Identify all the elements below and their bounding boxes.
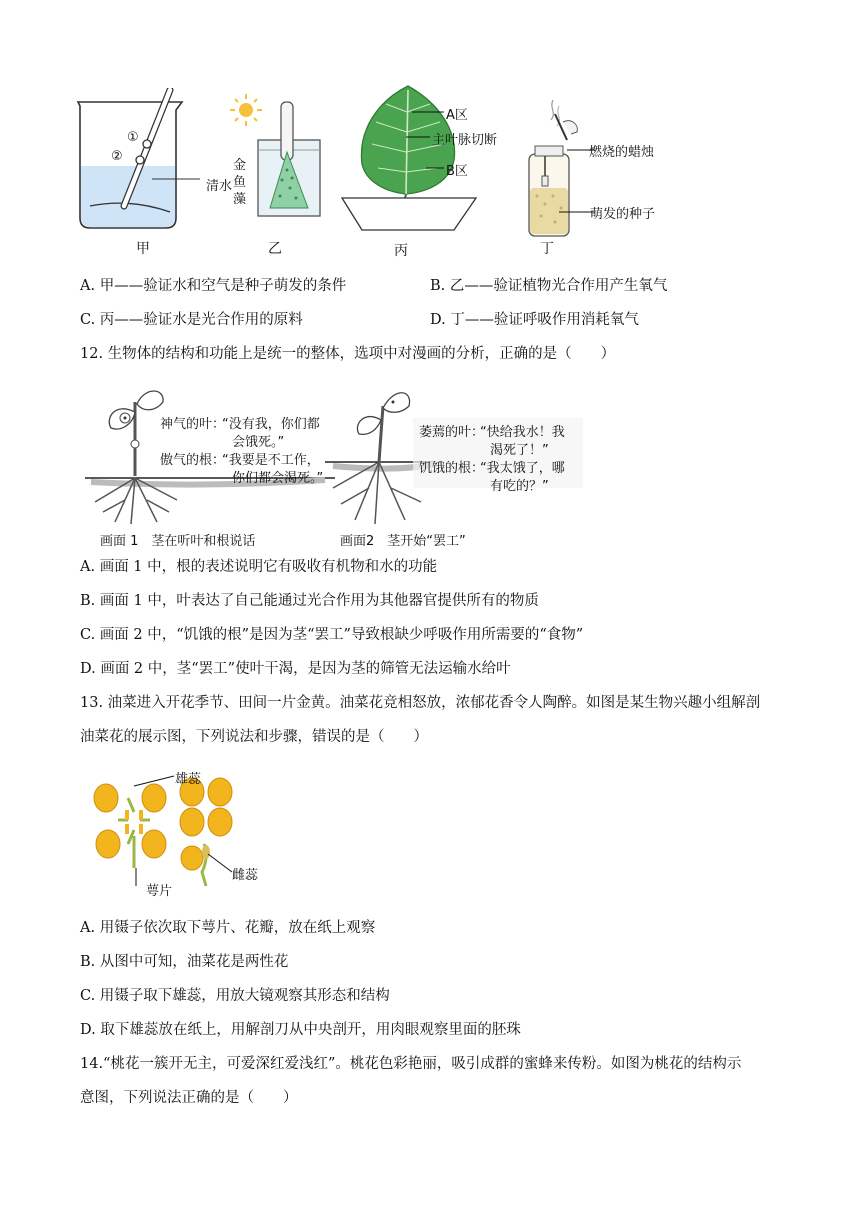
q13-stem-line2: 油菜花的展示图，下列说法和步骤，错误的是（ ） — [80, 729, 428, 745]
panel1-leaf-line1: “没有我，你们都 — [222, 417, 320, 432]
panel2-leaf-line1: “快给我水！我 — [480, 425, 565, 440]
figure-jia-beaker — [70, 88, 240, 258]
panel1-root-speaker: 傲气的根： — [160, 453, 226, 468]
q11-option-c: C. 丙——验证水是光合作用的原料 — [80, 312, 303, 328]
ding-seeds-label: 萌发的种子 — [590, 207, 656, 222]
panel2-root-speaker: 饥饿的根： — [419, 461, 485, 476]
q12-option-c: C. 画面 2 中，“饥饿的根”是因为茎“罢工”导致根缺少呼吸作用所需要的“食物” — [80, 627, 584, 643]
stamen-label: 雄蕊 — [175, 772, 202, 787]
q13-option-a: A. 用镊子依次取下萼片、花瓣，放在纸上观察 — [80, 920, 376, 936]
bing-area-a-label: A区 — [446, 108, 468, 123]
q12-stem: 12. 生物体的结构和功能上是统一的整体，选项中对漫画的分析，正确的是（ ） — [80, 346, 616, 362]
q11-option-a: A. 甲——验证水和空气是种子萌发的条件 — [80, 278, 347, 294]
panel1-caption: 画面 1 茎在听叶和根说话 — [100, 534, 256, 549]
bing-area-b-label: B区 — [446, 164, 468, 179]
q14-stem-line2: 意图，下列说法正确的是（ ） — [80, 1090, 298, 1106]
panel2-root-line2: 有吃的？” — [490, 479, 549, 494]
panel2-leaf-line2: 渴死了！” — [490, 443, 549, 458]
q13-stem-line1: 13. 油菜进入开花季节、田间一片金黄。油菜花竞相怒放，浓郁花香令人陶醉。如图是某生物兴趣小组解剖 — [80, 695, 761, 711]
q13-option-c: C. 用镊子取下雄蕊，用放大镜观察其形态和结构 — [80, 988, 390, 1004]
q12-option-b: B. 画面 1 中，叶表达了自己能通过光合作用为其他器官提供所有的物质 — [80, 593, 539, 609]
q12-option-d: D. 画面 2 中，茎“罢工”使叶干渴，是因为茎的筛管无法运输水给叶 — [80, 661, 511, 677]
panel1-root-line2: 你们都会渴死。” — [232, 471, 324, 486]
panel2-root-line1: “我太饿了，哪 — [480, 461, 565, 476]
panel2-caption: 画面2 茎开始“罢工” — [340, 534, 466, 549]
q11-option-b: B. 乙——验证植物光合作用产生氧气 — [430, 278, 668, 294]
panel1-leaf-line2: 会饿死。” — [232, 435, 285, 450]
jia-mark-2: ② — [111, 149, 123, 164]
bing-caption: 丙 — [394, 243, 408, 259]
pistil-label: 雌蕊 — [232, 868, 259, 883]
yi-algae-label: 金鱼藻 — [233, 158, 247, 207]
ding-candle-label: 燃烧的蜡烛 — [589, 145, 655, 160]
panel2-leaf-speaker: 萎蔫的叶： — [419, 425, 485, 440]
q12-option-a: A. 画面 1 中，根的表述说明它有吸收有机物和水的功能 — [80, 559, 438, 575]
sepal-label: 萼片 — [146, 884, 173, 899]
q13-option-b: B. 从图中可知，油菜花是两性花 — [80, 954, 289, 970]
q14-stem-line1: 14.“桃花一簇开无主，可爱深红爱浅红”。桃花色彩艳丽，吸引成群的蜜蜂来传粉。如图为桃花的结构示 — [80, 1056, 742, 1072]
jia-water-label: 清水 — [206, 179, 233, 194]
panel1-root-line1: “我要是不工作， — [222, 453, 320, 468]
figure-ding-jar — [515, 96, 595, 241]
q11-option-d: D. 丁——验证呼吸作用消耗氧气 — [430, 312, 639, 328]
yi-caption: 乙 — [268, 241, 282, 257]
ding-caption: 丁 — [540, 241, 554, 257]
q13-option-d: D. 取下雄蕊放在纸上，用解剖刀从中央剖开，用肉眼观察里面的胚珠 — [80, 1022, 521, 1038]
panel1-leaf-speaker: 神气的叶： — [160, 417, 226, 432]
bing-vein-cut-label: 主叶脉切断 — [432, 133, 498, 148]
jia-caption: 甲 — [136, 241, 150, 257]
jia-mark-1: ① — [127, 130, 139, 145]
sun-icon — [230, 94, 262, 126]
